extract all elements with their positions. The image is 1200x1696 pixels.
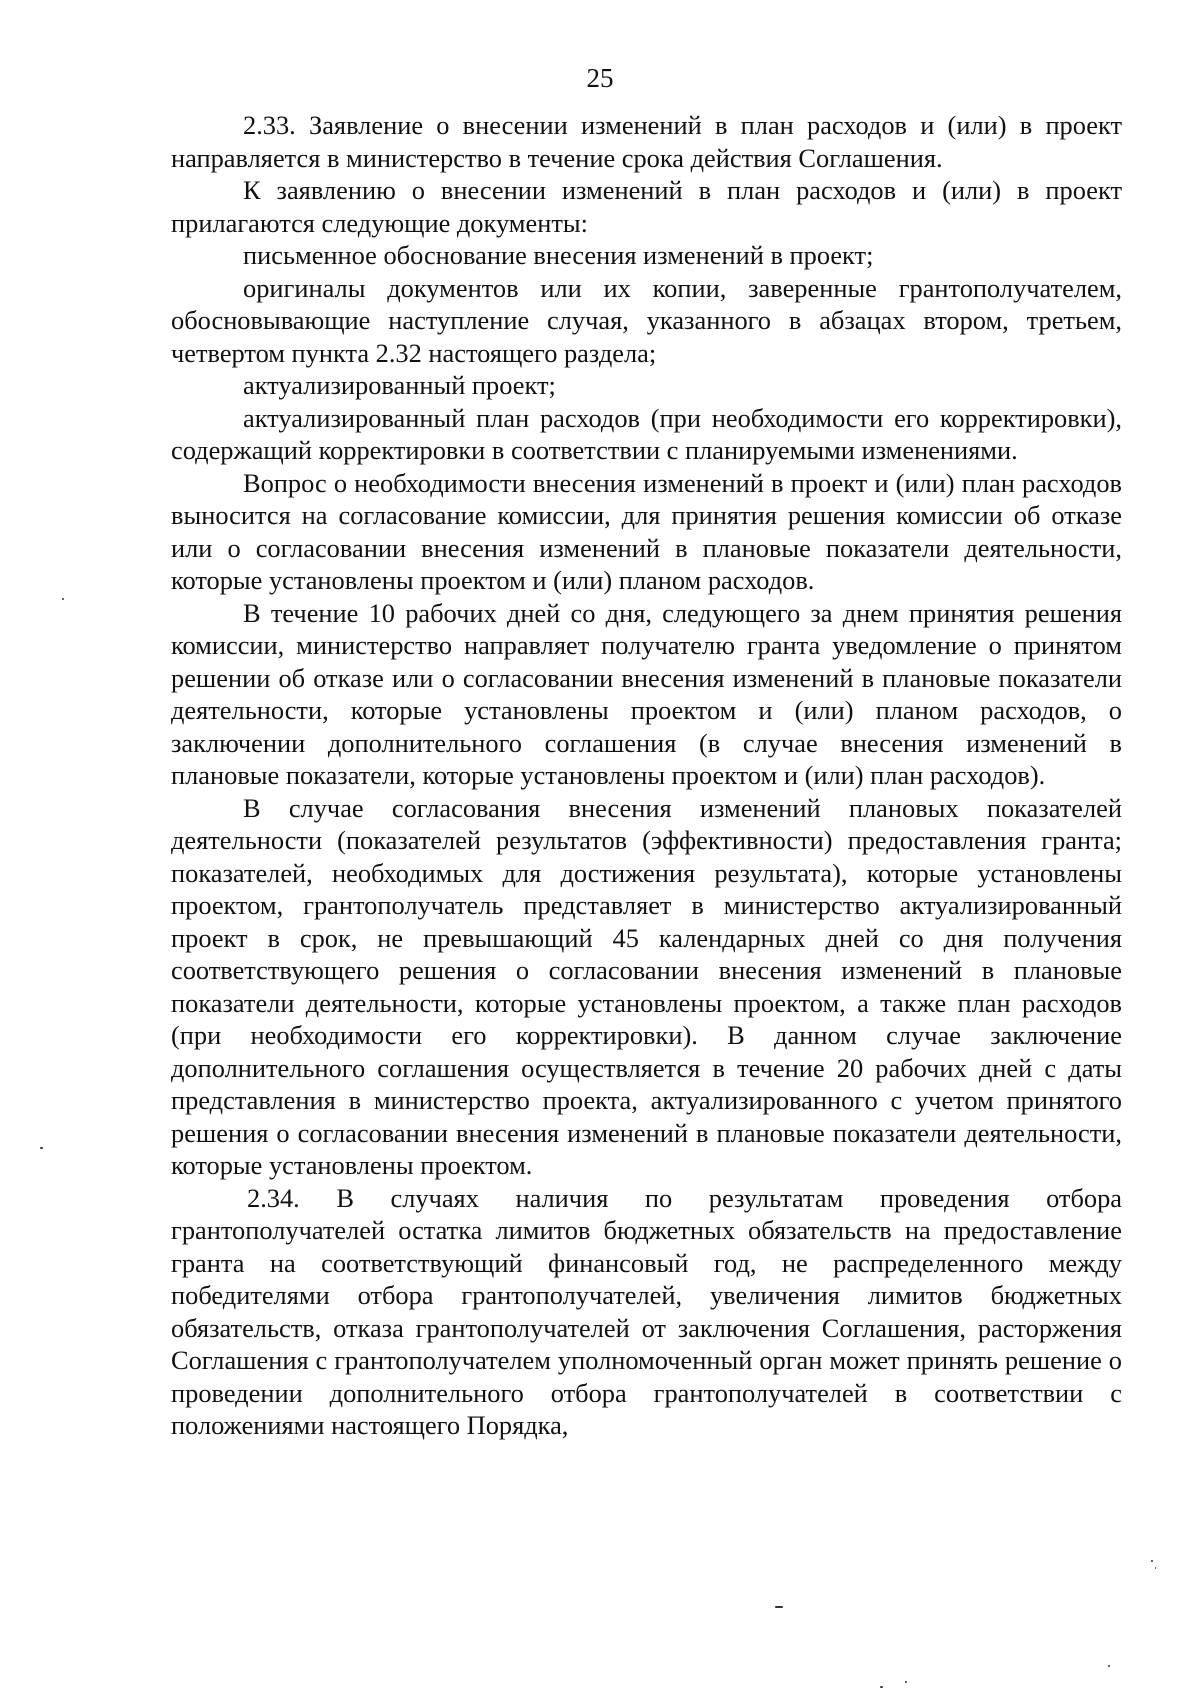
- scan-speck: [1108, 1665, 1110, 1667]
- paragraph-commission-question: Вопрос о необходимости внесения изменений в проект и (или) план расходов выносится на согласование комиссии, для принятия решения комиссии об отказе или о согласовании внесения изменений в плановые показатели деятельности, которые установлены проектом и (или) планом расходов.: [171, 467, 1122, 595]
- paragraph-2-34: 2.34. В случаях наличия по результатам проведения отбора грантополучателей остатка лимитов бюджетных обязательств на предоставление гранта на соответствующий финансовый год, не распределенного между победителями отбора грантополучателей, увеличения лимитов бюджетных обязательств, отказа грантополучателей от заключения Соглашения, расторжения Соглашения с грантополучателем уполномоченный орган может принять решение о проведении дополнительного отбора грантополучателей в соответствии с положениями настоящего Порядка,: [171, 1182, 1122, 1440]
- scan-speck: [40, 1147, 43, 1149]
- paragraph-attachments-intro: К заявлению о внесении изменений в план расходов и (или) в проект прилагаются следующие документы:: [171, 175, 1122, 238]
- scan-speck: [62, 598, 64, 600]
- document-body: [171, 109, 1122, 1442]
- paragraph-attachment-updated-project: актуализированный проект;: [243, 370, 556, 400]
- paragraph-approval-case: В случае согласования внесения изменений плановых показателей деятельности (показателей результатов (эффективности) предоставления гранта; показателей, необходимых для достижения результата), которые установлены проектом, грантополучатель представляет в министерство актуализированный проект в срок, не превышающий 45 календарных дней со дня получения соответствующего решения о согласовании внесения изменений в плановые показатели деятельности, которые установлены проектом, а также план расходов (при необходимости его корректировки). В данном случае заключение дополнительного соглашения осуществляется в течение 20 рабочих дней с даты представления в министерство проекта, актуализированного с учетом принятого решения о согласовании внесения изменений в плановые показатели деятельности, которые установлены проектом.: [171, 792, 1122, 1180]
- page-number: 25: [586, 63, 614, 93]
- paragraph-notification-deadline: В течение 10 рабочих дней со дня, следующего за днем принятия решения комиссии, министерство направляет получателю гранта уведомление о принятом решении об отказе или о согласовании внесения изменений в плановые показатели деятельности, которые установлены проектом и (или) планом расходов, о заключении дополнительного соглашения (в случае внесения изменений в плановые показатели, которые установлены проектом и (или) план расходов).: [171, 597, 1122, 790]
- scan-speck: [905, 1681, 907, 1683]
- scan-speck: [775, 1606, 783, 1608]
- paragraph-attachment-justification: письменное обоснование внесения изменений в проект;: [243, 240, 874, 270]
- paragraph-attachment-updated-plan: актуализированный план расходов (при необходимости его корректировки), содержащий корректировки в соответствии с планируемыми изменениями.: [171, 402, 1122, 465]
- paragraph-attachment-originals: оригиналы документов или их копии, заверенные грантополучателем, обосновывающие наступление случая, указанного в абзацах втором, третьем, четвертом пункта 2.32 настоящего раздела;: [171, 272, 1122, 368]
- paragraph-2-33: 2.33. Заявление о внесении изменений в план расходов и (или) в проект направляется в министерство в течение срока действия Соглашения.: [171, 110, 1122, 173]
- scan-speck: [1151, 1560, 1153, 1562]
- scan-speck: [1155, 1567, 1156, 1569]
- scan-speck: [880, 1686, 883, 1688]
